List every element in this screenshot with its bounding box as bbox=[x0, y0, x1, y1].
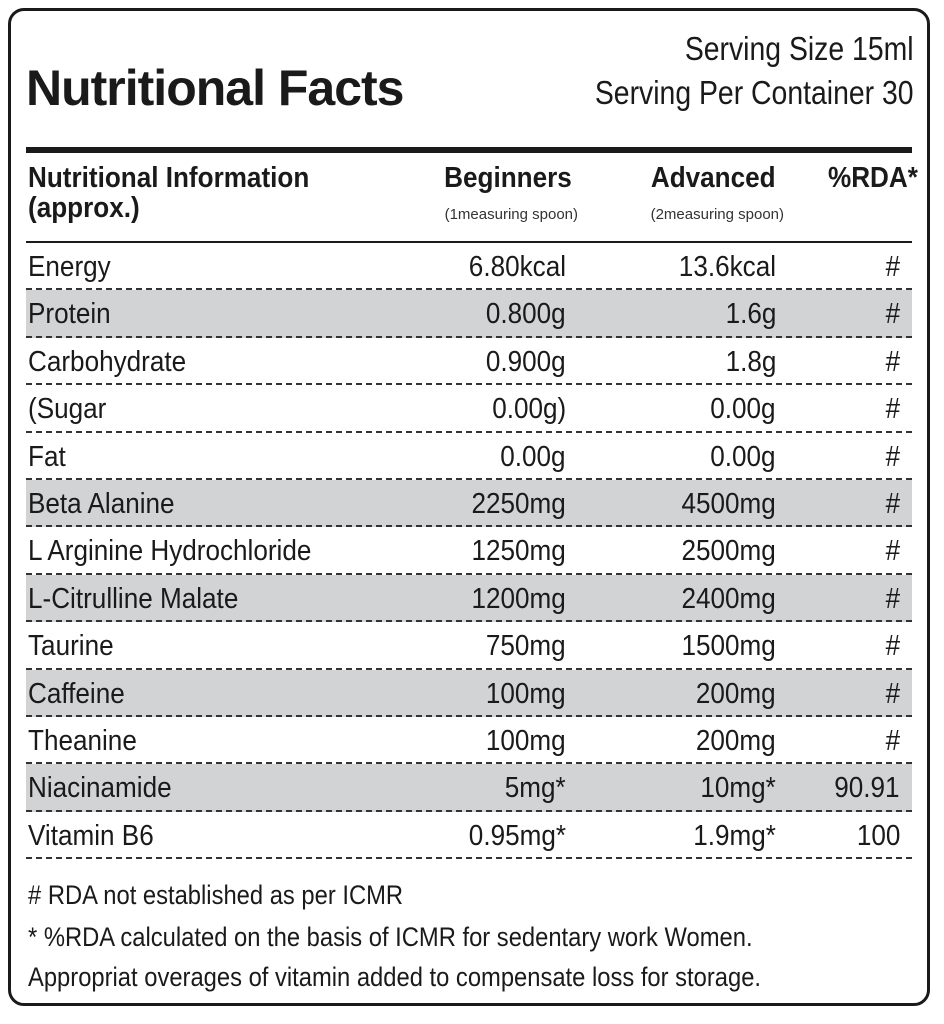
row-name: Fat bbox=[28, 440, 66, 473]
row-beginners: 100mg bbox=[486, 724, 566, 757]
row-rda: # bbox=[885, 724, 900, 757]
table-row bbox=[26, 717, 912, 764]
row-beginners: 100mg bbox=[486, 677, 566, 710]
row-advanced: 200mg bbox=[696, 677, 776, 710]
row-advanced: 4500mg bbox=[681, 487, 776, 520]
row-advanced: 10mg* bbox=[700, 772, 776, 805]
row-name: (Sugar bbox=[28, 393, 107, 426]
row-beginners: 2250mg bbox=[471, 487, 566, 520]
row-rda: # bbox=[885, 345, 900, 378]
row-advanced: 0.00g bbox=[710, 393, 776, 426]
header-info-line2: (approx.) bbox=[28, 192, 140, 224]
footnote-overages: Appropriat overages of vitamin added to compensate loss for storage. bbox=[28, 962, 762, 992]
row-rda: # bbox=[885, 535, 900, 568]
row-advanced: 0.00g bbox=[710, 440, 776, 473]
table-row bbox=[26, 527, 912, 574]
table-row bbox=[26, 622, 912, 669]
row-advanced: 1500mg bbox=[681, 630, 776, 663]
row-name: L-Citrulline Malate bbox=[28, 582, 239, 615]
row-name: Vitamin B6 bbox=[28, 819, 154, 852]
page-title: Nutritional Facts bbox=[26, 60, 404, 116]
row-advanced: 13.6kcal bbox=[678, 251, 776, 283]
header-rda: %RDA* bbox=[828, 162, 918, 194]
row-rda: # bbox=[885, 630, 900, 663]
row-rda: 90.91 bbox=[834, 772, 900, 805]
row-advanced: 1.6g bbox=[725, 298, 776, 331]
row-beginners: 6.80kcal bbox=[468, 251, 566, 283]
serving-info bbox=[595, 27, 914, 115]
table-row bbox=[26, 433, 912, 480]
row-rda: # bbox=[885, 298, 900, 331]
row-name: Caffeine bbox=[28, 677, 125, 710]
row-name: Protein bbox=[28, 298, 111, 331]
header-beginners: Beginners bbox=[444, 162, 572, 194]
row-name: Taurine bbox=[28, 630, 114, 663]
row-rda: # bbox=[885, 677, 900, 710]
table-row bbox=[26, 243, 912, 290]
table-row bbox=[26, 290, 912, 337]
row-rda: # bbox=[885, 251, 900, 283]
table-row bbox=[26, 670, 912, 717]
header-advanced-sub: (2measuring spoon) bbox=[650, 206, 784, 223]
row-rda: # bbox=[885, 487, 900, 520]
table-row bbox=[26, 385, 912, 432]
row-beginners: 1200mg bbox=[471, 582, 566, 615]
row-beginners: 5mg* bbox=[505, 772, 566, 805]
row-rda: # bbox=[885, 393, 900, 426]
row-beginners: 0.95mg* bbox=[468, 819, 566, 852]
row-name: Carbohydrate bbox=[28, 345, 187, 378]
row-rda: # bbox=[885, 440, 900, 473]
table-row bbox=[26, 812, 912, 859]
row-rda: # bbox=[885, 582, 900, 615]
row-name: Beta Alanine bbox=[28, 487, 175, 520]
nutrition-table bbox=[26, 243, 912, 859]
row-beginners: 1250mg bbox=[471, 535, 566, 568]
row-rda: 100 bbox=[856, 819, 900, 852]
table-row bbox=[26, 575, 912, 622]
thick-divider bbox=[26, 147, 912, 153]
row-name: Energy bbox=[28, 251, 111, 283]
row-advanced: 1.9mg* bbox=[693, 819, 776, 852]
serving-per-container: Serving Per Container 30 bbox=[595, 74, 914, 111]
row-advanced: 2400mg bbox=[681, 582, 776, 615]
header-advanced: Advanced bbox=[651, 162, 776, 194]
header-beginners-sub: (1measuring spoon) bbox=[444, 206, 578, 223]
row-name: Niacinamide bbox=[28, 772, 172, 805]
row-name: L Arginine Hydrochloride bbox=[28, 535, 312, 568]
row-advanced: 200mg bbox=[696, 724, 776, 757]
row-beginners: 0.00g) bbox=[491, 393, 566, 426]
row-beginners: 0.900g bbox=[486, 345, 566, 378]
serving-size: Serving Size 15ml bbox=[685, 30, 914, 67]
row-name: Theanine bbox=[28, 724, 137, 757]
table-row bbox=[26, 480, 912, 527]
table-row bbox=[26, 764, 912, 811]
header-info-line1: Nutritional Information bbox=[28, 162, 310, 194]
row-advanced: 1.8g bbox=[725, 345, 776, 378]
row-beginners: 0.800g bbox=[486, 298, 566, 331]
row-advanced: 2500mg bbox=[681, 535, 776, 568]
table-row bbox=[26, 338, 912, 385]
row-beginners: 0.00g bbox=[500, 440, 566, 473]
header-nutritional-information bbox=[28, 163, 309, 223]
footnote-rda-basis: * %RDA calculated on the basis of ICMR for sedentary work Women. bbox=[28, 922, 753, 952]
row-beginners: 750mg bbox=[486, 630, 566, 663]
footnote-rda-not-established: # RDA not established as per ICMR bbox=[28, 880, 404, 910]
